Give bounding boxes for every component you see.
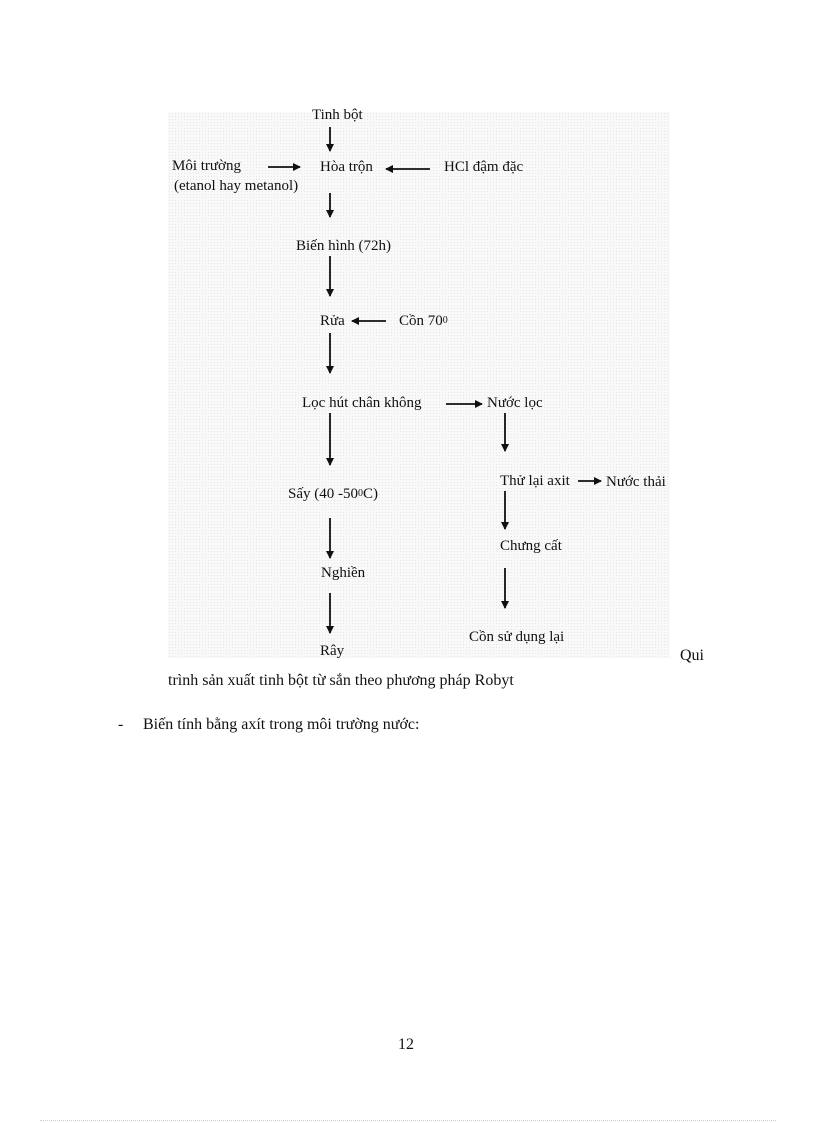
- node-nuoc-loc: Nước lọc: [487, 395, 543, 411]
- caption-line2: trình sản xuất tinh bột từ sắn theo phương pháp Robyt: [168, 672, 514, 689]
- node-thu-lai-axit: Thử lại axit: [500, 473, 570, 489]
- node-con-su-dung-lai: Cồn sử dụng lại: [469, 629, 565, 645]
- node-moi-truong-line2: (etanol hay metanol): [174, 178, 299, 194]
- node-loc-hut: Lọc hút chân không: [302, 395, 422, 411]
- node-moi-truong-line1: Môi trường: [172, 158, 241, 174]
- say-suffix: C): [363, 486, 378, 502]
- node-bien-hinh: Biến hình (72h): [296, 238, 391, 254]
- node-ray: Rây: [320, 643, 345, 659]
- bullet-dash: -: [118, 716, 124, 733]
- node-hoa-tron: Hòa trộn: [320, 159, 373, 175]
- bullet-text: Biến tính bằng axít trong môi trường nước:: [143, 716, 420, 733]
- page-number: 12: [398, 1036, 414, 1053]
- say-prefix: Sấy (40 -50: [288, 486, 358, 502]
- node-hcl: HCl đậm đặc: [444, 159, 524, 175]
- con-70-text: Cồn 70: [399, 313, 443, 329]
- node-rua: Rửa: [320, 313, 345, 329]
- node-nuoc-thai: Nước thải: [606, 474, 666, 490]
- node-nghien: Nghiền: [321, 565, 366, 581]
- node-tinh-bot: Tinh bột: [312, 107, 363, 123]
- node-con-70: [399, 313, 448, 330]
- node-say: [288, 486, 378, 503]
- caption-line1: Qui: [680, 647, 704, 664]
- node-chung-cat: Chưng cất: [500, 538, 562, 554]
- footer-divider: [40, 1120, 776, 1121]
- say-degree: 0: [358, 488, 363, 499]
- con-70-degree: 0: [442, 315, 448, 326]
